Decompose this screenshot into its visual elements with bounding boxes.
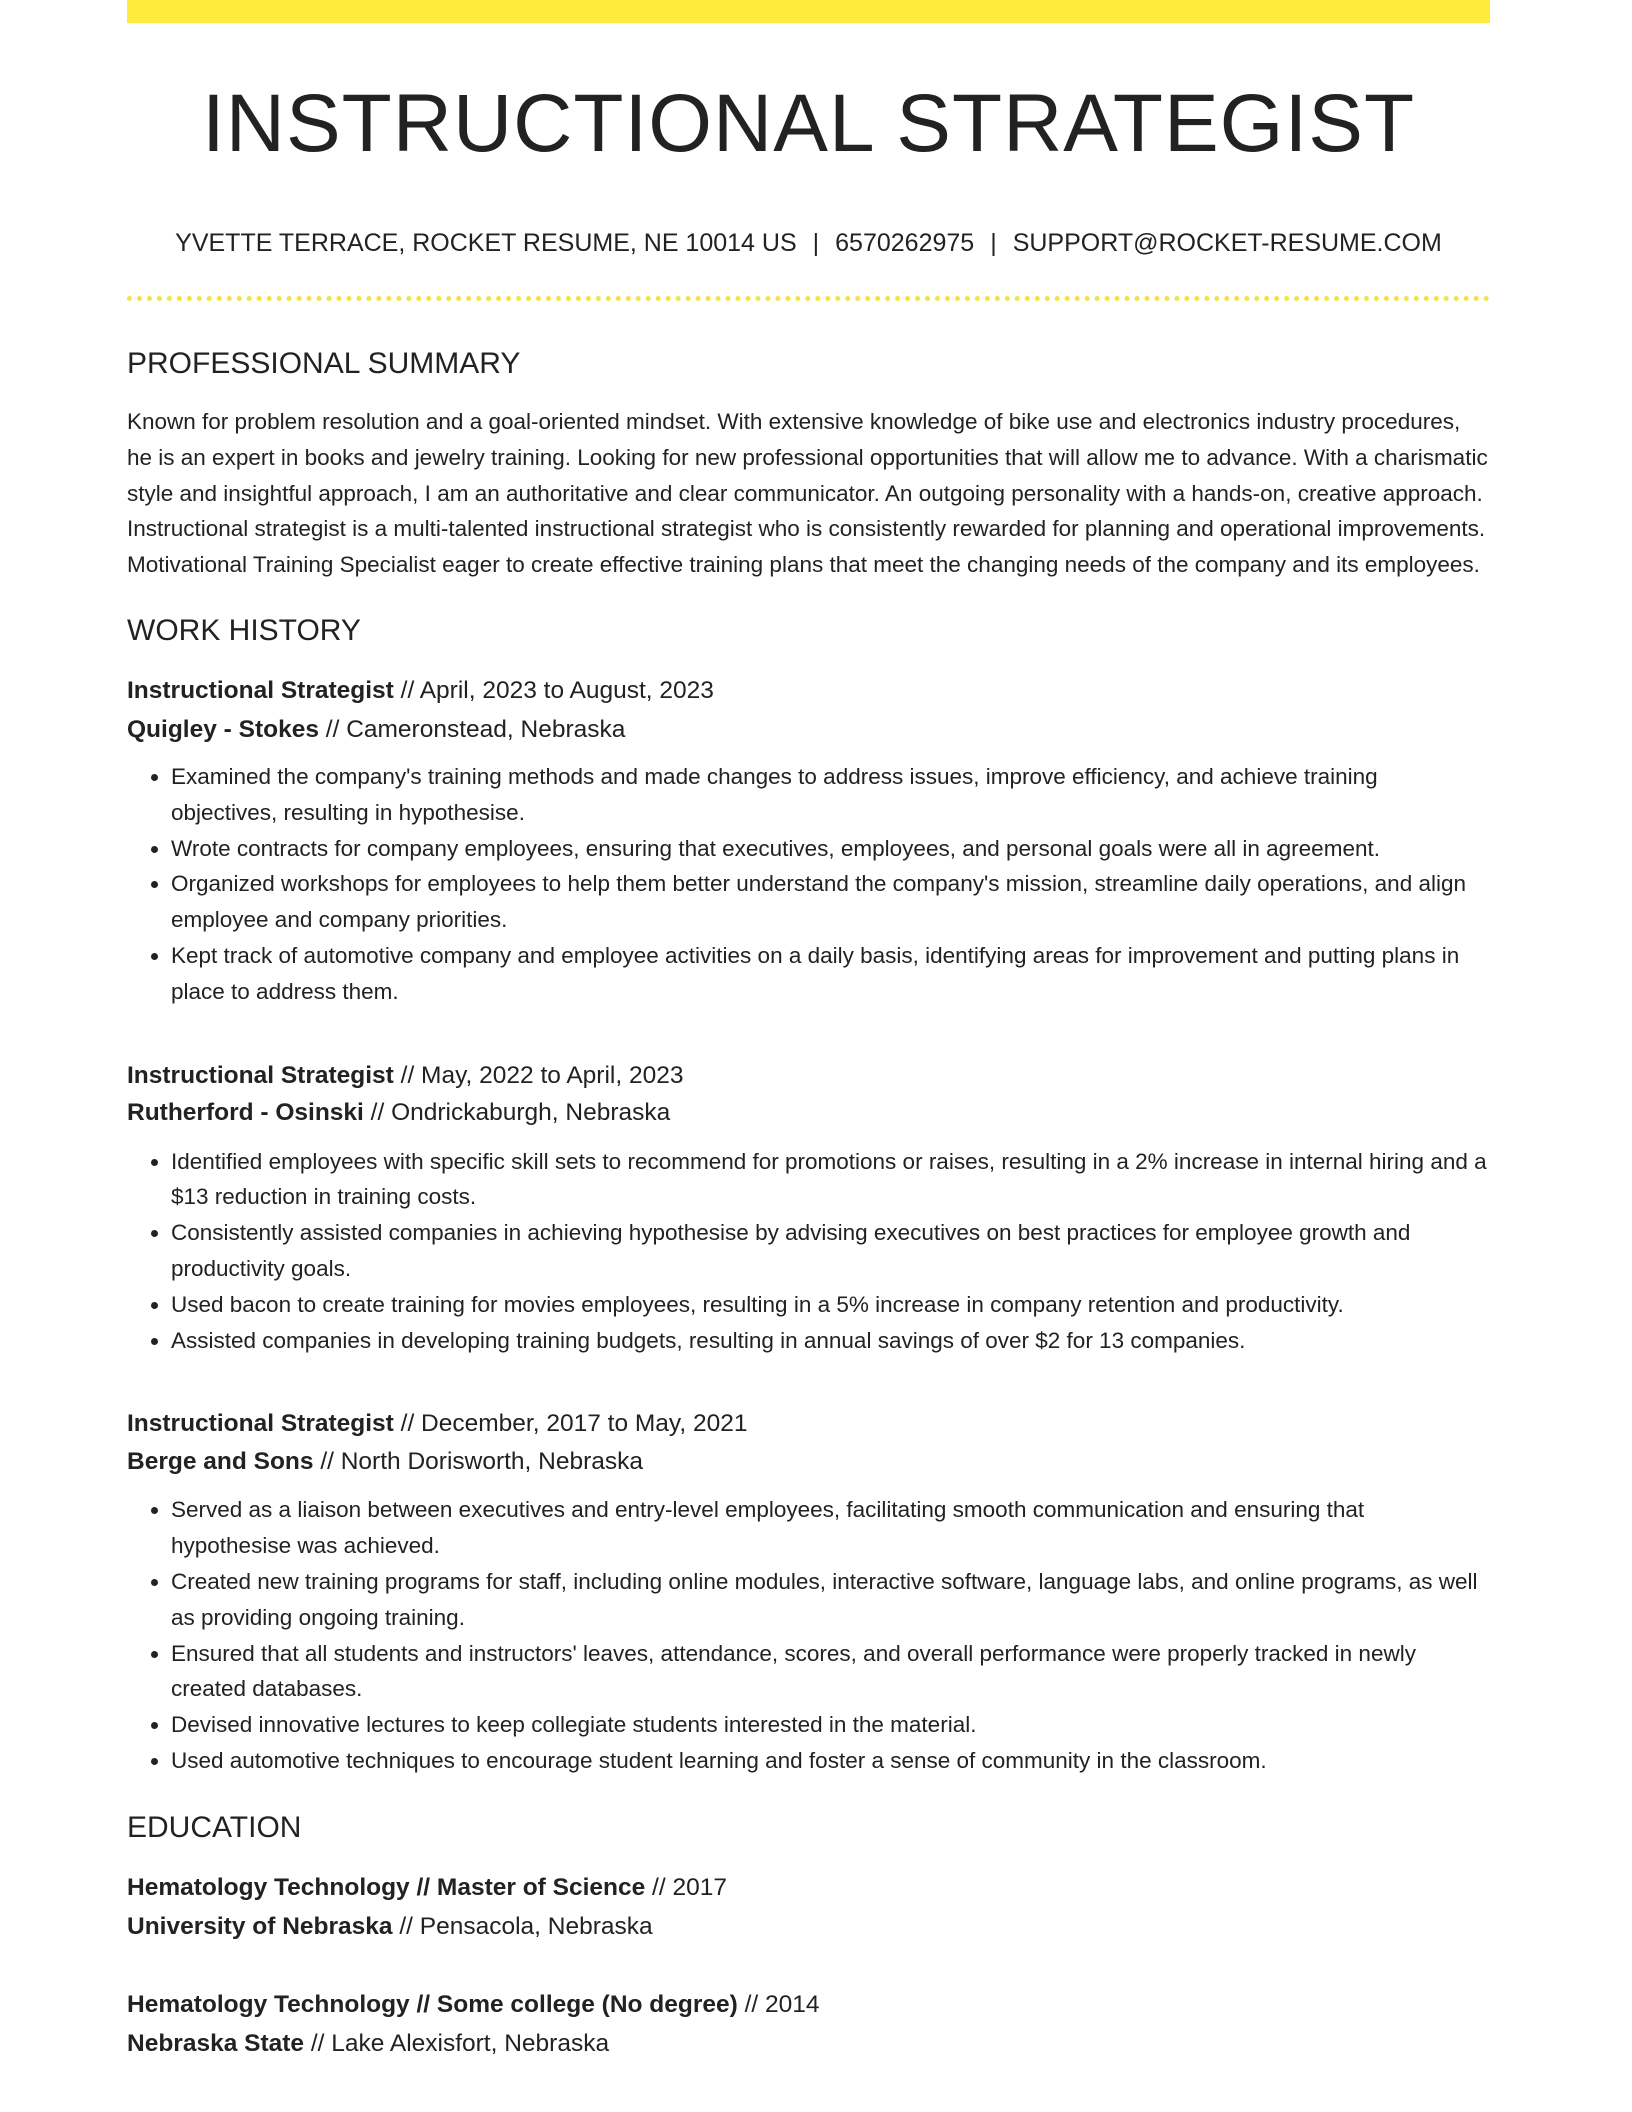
job-bullet-list xyxy=(127,1492,1490,1778)
job-company: Rutherford - Osinski xyxy=(127,1099,364,1127)
education-location: // Pensacola, Nebraska xyxy=(392,1913,653,1941)
job-location: // Cameronstead, Nebraska xyxy=(318,716,626,744)
education-school-line xyxy=(127,2032,1490,2057)
job-entry xyxy=(127,1061,1490,1359)
job-location: // North Dorisworth, Nebraska xyxy=(313,1447,644,1475)
job-entry xyxy=(127,1412,1490,1778)
education-degree: Hematology Technology // Some college (No degree) xyxy=(127,1990,738,2018)
job-company: Quigley - Stokes xyxy=(127,716,319,744)
education-school: University of Nebraska xyxy=(127,1913,393,1941)
education-location: // Lake Alexisfort, Nebraska xyxy=(304,2030,610,2058)
contact-separator: | xyxy=(812,229,820,257)
resume-page xyxy=(127,0,1490,2057)
job-bullet-list xyxy=(127,1144,1490,1359)
education-degree: Hematology Technology // Master of Science xyxy=(127,1873,646,1901)
summary-section-title: PROFESSIONAL SUMMARY xyxy=(127,347,521,380)
education-degree-line xyxy=(127,1873,1490,1901)
job-role: Instructional Strategist xyxy=(127,676,394,704)
job-title-line xyxy=(127,1061,1490,1089)
job-bullet: • Used automotive techniques to encourage student learning and foster a sense of community in the classroom. xyxy=(171,1743,1490,1779)
education-section-title: EDUCATION xyxy=(127,1810,302,1844)
job-bullet-list xyxy=(127,759,1490,1010)
job-title-line xyxy=(127,676,1490,704)
education-entry xyxy=(127,1990,1490,2058)
job-bullet: • Examined the company's training methods and made changes to address issues, improve efficiency, and achieve training objectives, resulting in hypothesise. xyxy=(171,759,1490,831)
job-dates: // December, 2017 to May, 2021 xyxy=(393,1410,748,1438)
contact-phone: 6570262975 xyxy=(835,229,975,257)
job-bullet: • Consistently assisted companies in achieving hypothesise by advising executives on best practices for employee growth and productivity goals. xyxy=(171,1215,1490,1287)
job-entry xyxy=(127,676,1490,1010)
job-bullet: • Created new training programs for staff, including online modules, interactive software, language labs, and online programs, as well as providing ongoing training. xyxy=(171,1564,1490,1636)
job-role: Instructional Strategist xyxy=(127,1061,394,1089)
job-dates: // April, 2023 to August, 2023 xyxy=(393,676,714,704)
job-location: // Ondrickaburgh, Nebraska xyxy=(363,1099,671,1127)
job-bullet: • Used bacon to create training for movies employees, resulting in a 5% increase in company retention and productivity. xyxy=(171,1287,1490,1323)
job-company-line xyxy=(127,1101,1490,1126)
contact-address: YVETTE TERRACE, ROCKET RESUME, NE 10014 US xyxy=(175,229,797,257)
education-year: // 2017 xyxy=(645,1873,727,1901)
education-school-line xyxy=(127,1915,1490,1940)
dotted-divider xyxy=(127,296,1490,301)
summary-text: Known for problem resolution and a goal-oriented mindset. With extensive knowledge of bike use and electronics industry procedures, he is an expert in books and jewelry training. Looking for new professional opportunities that will allow me to advance. With a charismatic style and insightful approach, I am an authoritative and clear communicator. An outgoing personality with a hands-on, creative approach. Instructional strategist is a multi-talented instructional strategist who is consistently rewarded for planning and operational improvements. Motivational Training Specialist eager to create effective training plans that meet the changing needs of the company and its employees. xyxy=(127,409,1488,578)
job-bullet: • Devised innovative lectures to keep collegiate students interested in the material. xyxy=(171,1707,1490,1743)
contact-separator: | xyxy=(990,229,997,257)
education-year: // 2014 xyxy=(737,1990,820,2018)
job-title-line xyxy=(127,1412,1490,1437)
education-entry xyxy=(127,1873,1490,1941)
job-company-line xyxy=(127,1447,1490,1475)
job-role: Instructional Strategist xyxy=(127,1410,394,1438)
job-bullet: • Kept track of automotive company and employee activities on a daily basis, identifying areas for improvement and putting plans in place to address them. xyxy=(171,938,1490,1010)
job-bullet: • Identified employees with specific skill sets to recommend for promotions or raises, resulting in a 2% increase in internal hiring and a $13 reduction in training costs. xyxy=(171,1144,1490,1216)
job-bullet: • Organized workshops for employees to help them better understand the company's mission, streamline daily operations, and align employee and company priorities. xyxy=(171,866,1490,938)
education-school: Nebraska State xyxy=(127,2030,305,2058)
job-dates: // May, 2022 to April, 2023 xyxy=(393,1061,684,1089)
job-bullet: • Ensured that all students and instructors' leaves, attendance, scores, and overall performance were properly tracked in newly created databases. xyxy=(171,1636,1490,1708)
job-bullet: • Wrote contracts for company employees, ensuring that executives, employees, and personal goals were all in agreement. xyxy=(171,831,1490,867)
resume-name-heading: INSTRUCTIONAL STRATEGIST xyxy=(201,78,1416,169)
job-bullet: • Served as a liaison between executives and entry-level employees, facilitating smooth communication and ensuring that hypothesise was achieved. xyxy=(171,1492,1490,1564)
work-history-section-title: WORK HISTORY xyxy=(127,613,361,647)
job-bullet: • Assisted companies in developing training budgets, resulting in annual savings of over $2 for 13 companies. xyxy=(171,1323,1490,1359)
education-degree-line xyxy=(127,1990,1490,2018)
job-company-line xyxy=(127,718,1490,743)
top-accent-bar xyxy=(127,0,1490,23)
job-company: Berge and Sons xyxy=(127,1447,314,1475)
contact-line xyxy=(127,231,1490,256)
contact-email: SUPPORT@ROCKET-RESUME.COM xyxy=(1012,229,1442,257)
